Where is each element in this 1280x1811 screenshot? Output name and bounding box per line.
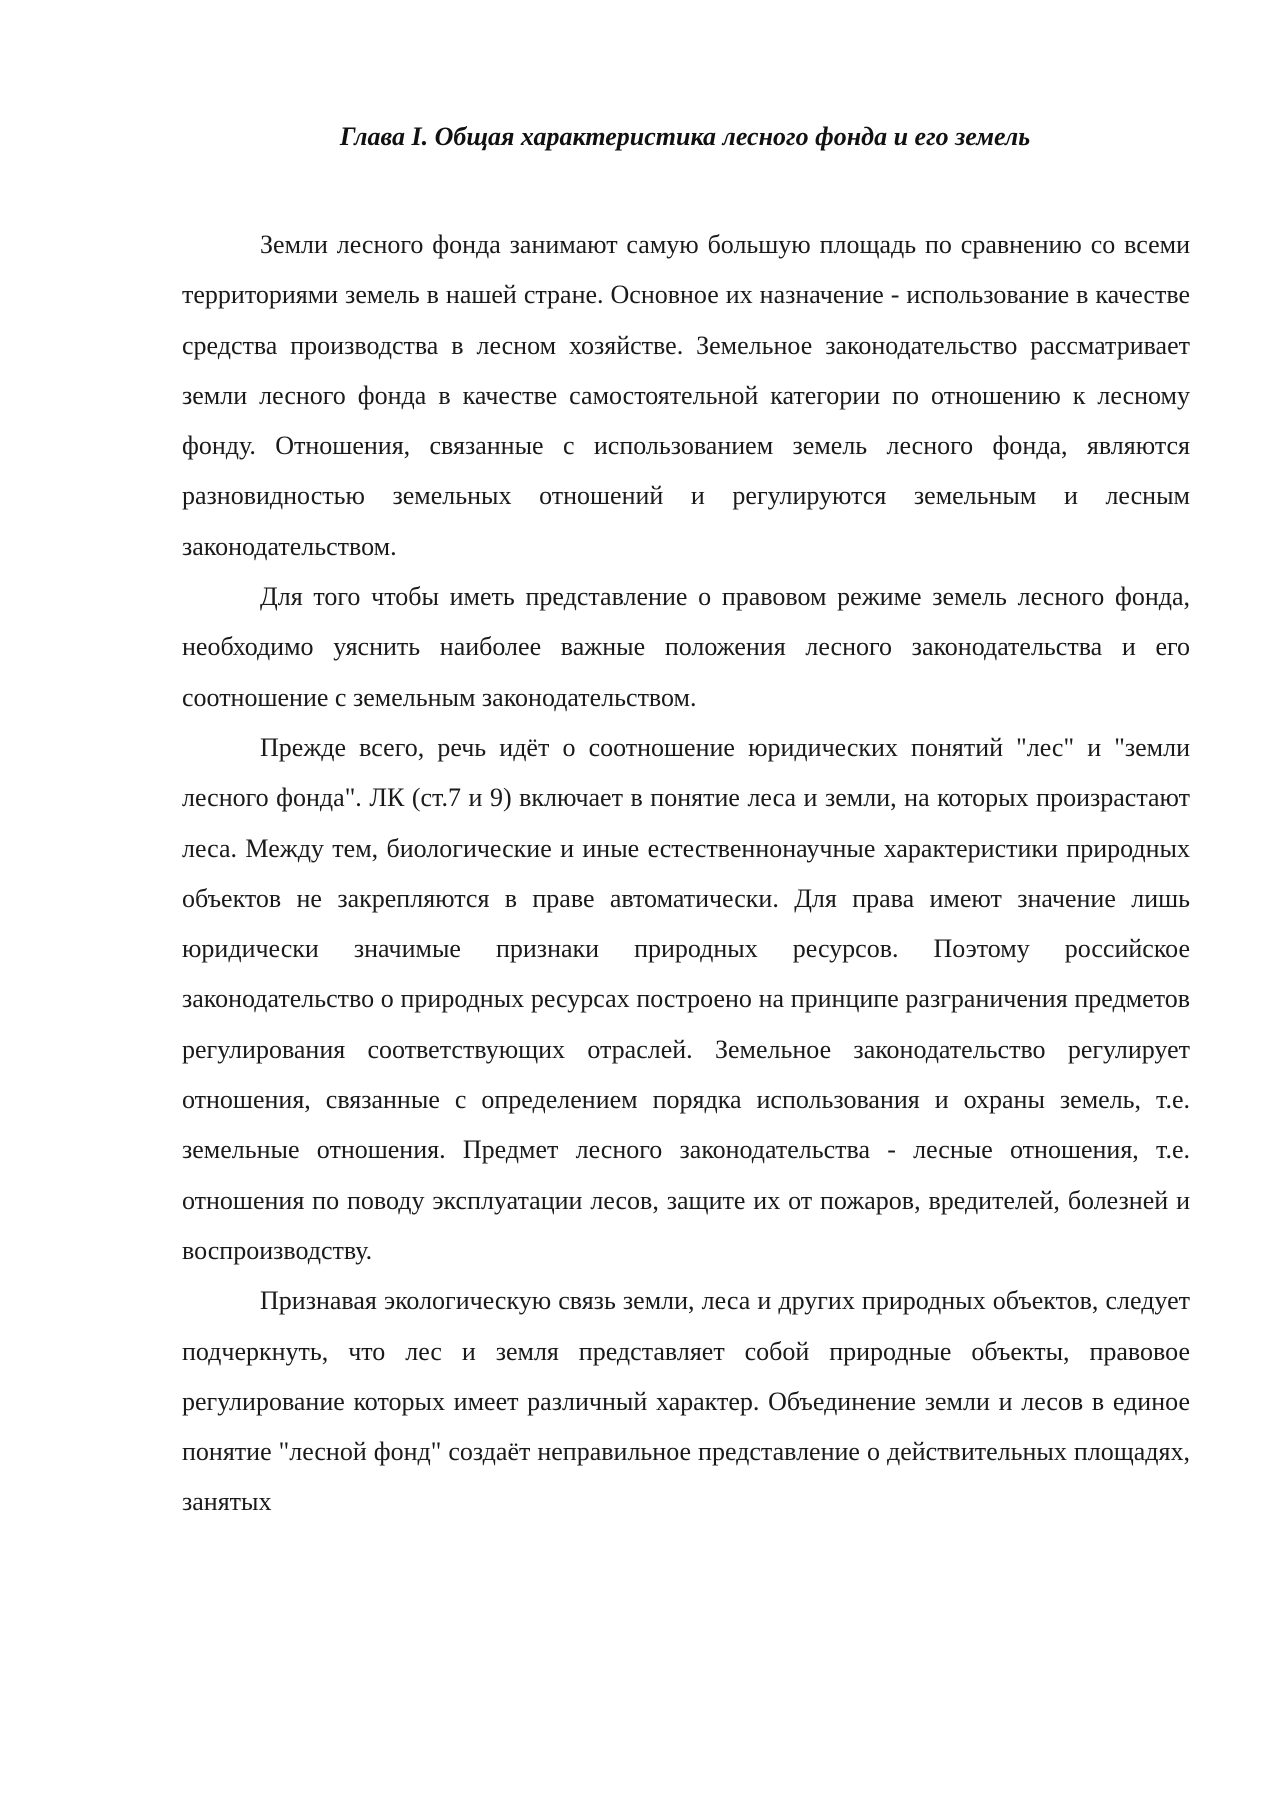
paragraph-4: Признавая экологическую связь земли, леса и других природных объектов, следует подчеркнуть, что лес и земля представляет собой природные объекты, правовое регулирование которых имеет различный характер. Объединение земли и лесов в единое понятие "лесной фонд" создаёт неправильное представление о действительных площадях, занятых <box>182 1286 1190 1517</box>
paragraph-3: Прежде всего, речь идёт о соотношение юридических понятий "лес" и "земли лесного фонда". ЛК (ст.7 и 9) включает в понятие леса и земли, на которых произрастают леса. Между тем, биологические и иные естественнонаучные характеристики природных объектов не закрепляются в праве автоматически. Для права имеют значение лишь юридически значимые признаки природных ресурсов. Поэтому российское законодательство о природных ресурсах построено на принципе разграничения предметов регулирования соответствующих отраслей. Земельное законодательство регулирует отношения, связанные с определением порядка использования и охраны земель, т.е. земельные отношения. Предмет лесного законодательства - лесные отношения, т.е. отношения по поводу эксплуатации лесов, защите их от пожаров, вредителей, болезней и воспроизводству. <box>182 732 1190 1265</box>
chapter-heading: Глава I. Общая характеристика лесного фонда и его земель <box>339 122 1031 151</box>
document-body <box>182 220 1190 1528</box>
paragraph-1: Земли лесного фонда занимают самую большую площадь по сравнению со всеми территориями земель в нашей стране. Основное их назначение - использование в качестве средства производства в лесном хозяйстве. Земельное законодательство рассматривает земли лесного фонда в качестве самостоятельной категории по отношению к лесному фонду. Отношения, связанные с использованием земель лесного фонда, являются разновидностью земельных отношений и регулируются земельным и лесным законодательством. <box>182 230 1190 561</box>
paragraph-2: Для того чтобы иметь представление о правовом режиме земель лесного фонда, необходимо уяснить наиболее важные положения лесного законодательства и его соотношение с земельным законодательством. <box>182 582 1190 712</box>
